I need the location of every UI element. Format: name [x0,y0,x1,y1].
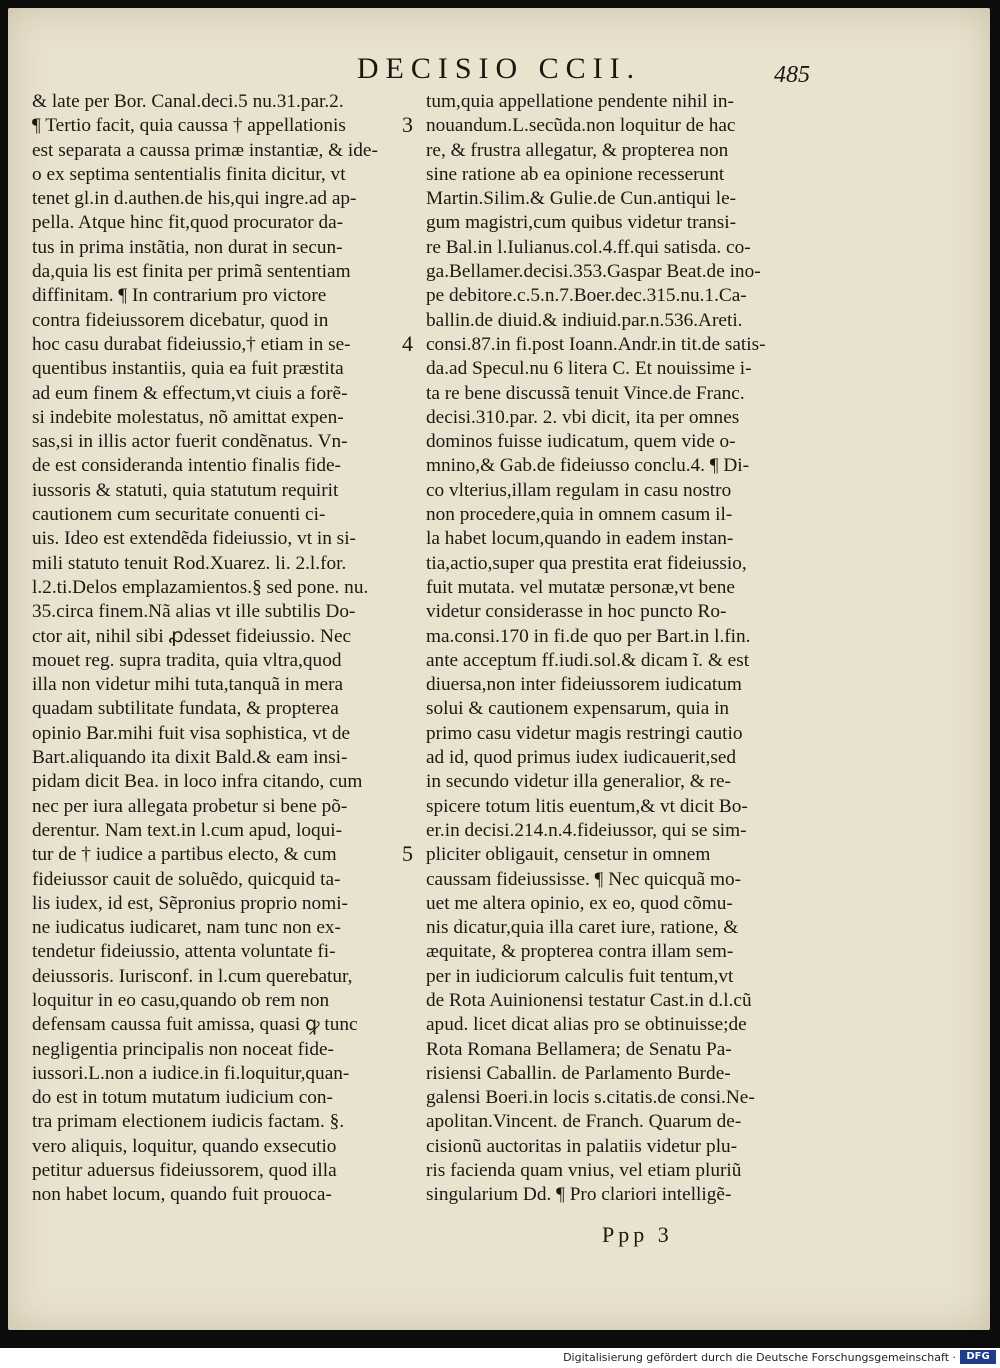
text-line: loquitur in eo casu,quando ob rem non [32,989,330,1011]
text-line: tum,quia appellatione pendente nihil in- [426,91,734,112]
text-line: ad id, quod primus iudex iudicauerit,sed [426,747,737,769]
text-line: mnino,& Gab.de fideiusso conclu.4. ¶ Di- [426,455,750,477]
text-line: la habet locum,quando in eadem instan- [426,528,734,550]
text-line: dominos fuisse iudicatum, quem vide o- [426,431,736,453]
page-number: 485 [774,62,810,88]
text-line: tia,actio,super qua prestita erat fideiussio, [426,552,747,574]
text-line: quentibus instantiis, quia ea fuit præstita [32,358,344,380]
text-line: risiensi Caballin. de Parlamento Burde- [426,1062,731,1084]
text-line: est separata a caussa primæ instantiæ, & ide- [32,139,378,161]
text-line: primo casu videtur magis restringi cautio [426,722,743,744]
text-line: de Rota Auinionensi testatur Cast.in d.l.cũ [426,989,752,1011]
text-line: da.ad Specul.nu 6 litera C. Et nouissime i- [426,358,752,380]
text-line: deiussoris. Iurisconf. in l.cum querebatur, [32,965,353,987]
text-line: caussam fideiussisse. ¶ Nec quicquã mo- [426,868,742,890]
text-line: illa non videtur mihi tuta,tanquã in mera [32,674,344,696]
text-line: negligentia principalis non noceat fide- [32,1038,334,1060]
text-line: tur de † iudice a partibus electo, & cum [32,844,337,866]
text-line: defensam caussa fuit amissa, quasi ꝙ tunc [32,1014,358,1036]
text-line: Rota Romana Bellamera; de Senatu Pa- [426,1038,732,1060]
text-line: sas,si in illis actor fuerit condẽnatus. Vn- [32,431,348,453]
text-line: er.in decisi.214.n.4.fideiussor, qui se sim- [426,819,747,841]
text-line: per in iudiciorum calculis fuit tentum,vt [426,965,734,987]
text-line: ballin.de diuid.& indiuid.par.n.536.Areti. [426,309,743,331]
text-line: iussoris & statuti, quia statutum requirit [32,479,339,501]
text-line: do est in totum mutatum iudicium con- [32,1087,333,1109]
text-line: consi.87.in fi.post Ioann.Andr.in tit.de satis- [426,333,766,355]
text-line: co vlterius,illam regulam in casu nostro [426,479,732,501]
text-line: ta re bene discussã tenuit Vince.de Franc. [426,382,745,404]
text-line: quadam subtilitate fundata, & propterea [32,698,339,720]
book-page [8,8,990,1330]
text-line: 35.circa finem.Nã alias vt ille subtilis Do- [32,601,356,623]
margin-number: 5 [402,841,413,867]
text-line: de est consideranda intentio finalis fide- [32,455,341,477]
text-line: ris facienda quam vnius, vel etiam pluriũ [426,1160,742,1182]
text-line: hoc casu durabat fideiussio,† etiam in se- [32,333,351,355]
text-line: ctor ait, nihil sibi ꝓdesset fideiussio. Nec [32,625,352,647]
text-line: o ex septima sententialis finita dicitur, vt [32,163,346,185]
left-column [32,90,406,1208]
text-line: nouandum.L.secũda.non loquitur de hac [426,115,736,137]
text-line: singularium Dd. ¶ Pro clariori intelligẽ- [426,1184,732,1206]
text-line: apolitan.Vincent. de Franch. Quarum de- [426,1111,742,1133]
text-line: l.2.ti.Delos emplazamientos.§ sed pone. nu. [32,576,369,598]
text-line: videtur considerasse in hoc puncto Ro- [426,601,727,623]
text-line: non procedere,quia in omnem casum il- [426,504,733,526]
text-line: ma.consi.170 in fi.de quo per Bart.in l.fin. [426,625,751,647]
text-line: pliciter obligauit, censetur in omnem [426,844,711,866]
margin-number: 4 [402,331,413,356]
text-line: lis iudex, id est, Sẽpronius proprio nomi- [32,892,348,914]
text-line: tenet gl.in d.authen.de his,qui ingre.ad ap- [32,188,357,210]
text-line: derentur. Nam text.in l.cum apud, loqui- [32,819,343,841]
text-line: contra fideiussorem dicebatur, quod in [32,309,329,331]
text-line: diuersa,non inter fideiussorem iudicatum [426,674,742,696]
text-line: ga.Bellamer.decisi.353.Gaspar Beat.de ino- [426,261,761,283]
text-line: sine ratione ab ea opinione recesserunt [426,163,725,185]
text-line: decisi.310.par. 2. vbi dicit, ita per omnes [426,406,740,428]
text-line: ante acceptum ff.iudi.sol.& dicam ĩ. & est [426,649,750,671]
text-line: fuit mutata. vel mutatæ personæ,vt bene [426,576,735,598]
text-line: si indebite molestatus, nõ amittat expen- [32,406,344,428]
text-line: nec per iura allegata probetur si bene põ- [32,795,348,817]
text-line: ad eum finem & effectum,vt ciuis a forẽ- [32,382,348,404]
text-line: & late per Bor. Canal.deci.5 nu.31.par.2. [32,91,344,112]
margin-number: 3 [402,112,413,138]
text-line: pe debitore.c.5.n.7.Boer.dec.315.nu.1.Ca- [426,285,747,307]
running-title: DECISIO CCII. [356,52,642,85]
text-line: pella. Atque hinc fit,quod procurator da- [32,212,344,234]
text-line: solui & cautionem expensarum, quia in [426,698,730,720]
text-line: mouet reg. supra tradita, quia vltra,quod [32,649,342,671]
text-line: ne iudicatus iudicaret, nam tunc non ex- [32,917,341,939]
text-line: cautionem cum securitate conuenti ci- [32,504,326,526]
text-line: uet me altera opinio, ex eo, quod cõmu- [426,892,733,914]
text-line: iussori.L.non a iudice.in fi.loquitur,quan- [32,1062,350,1084]
text-line: tus in prima instãtia, non durat in secun- [32,236,343,258]
text-line: mili statuto tenuit Rod.Xuarez. li. 2.l.for. [32,552,347,574]
text-line: spicere totum litis euentum,& vt dicit Bo- [426,795,748,817]
text-line: Martin.Silim.& Gulie.de Cun.antiqui le- [426,188,737,210]
text-line: re, & frustra allegatur, & propterea non [426,139,729,161]
text-line: da,quia lis est finita per primã sententiam [32,261,351,283]
text-line: pidam dicit Bea. in loco infra citando, cum [32,771,363,793]
text-line: galensi Boeri.in locis s.citatis.de consi.Ne- [426,1087,755,1109]
text-line: re Bal.in l.Iulianus.col.4.ff.qui satisda. co- [426,236,751,258]
text-line: diffinitam. ¶ In contrarium pro victore [32,285,327,307]
text-line: tendetur fideiussio, attenta voluntate fi- [32,941,336,963]
footer-bar [0,1348,1000,1368]
dfg-logo: DFG [960,1350,996,1364]
right-column [426,90,798,1208]
text-line: non habet locum, quando fuit prouoca- [32,1184,332,1206]
text-line: gum magistri,cum quibus videtur transi- [426,212,737,234]
footer-credit: Digitalisierung gefördert durch die Deutsche Forschungsgemeinschaft · [563,1351,956,1364]
text-line: opinio Bar.mihi fuit visa sophistica, vt de [32,722,351,744]
text-line: vero aliquis, loquitur, quando exsecutio [32,1135,337,1157]
text-line: tra primam electionem iudicis factam. §. [32,1111,345,1133]
text-line: in secundo videtur illa generalior, & re- [426,771,731,793]
text-line: nis dicatur,quia illa caret iure, ratione, & [426,917,739,939]
text-line: cisionũ auctoritas in palatiis videtur plu- [426,1135,738,1157]
text-line: ¶ Tertio facit, quia caussa † appellationis [32,115,346,137]
text-line: fideiussor cauit de soluẽdo, quicquid ta- [32,868,341,890]
text-line: petitur aduersus fideiussorem, quod illa [32,1160,337,1182]
text-line: uis. Ideo est extendẽda fideiussio, vt in si- [32,528,356,550]
text-line: Bart.aliquando ita dixit Bald.& eam insi- [32,747,348,769]
signature-mark: Ppp 3 [602,1222,673,1247]
text-line: apud. licet dicat alias pro se obtinuisse;de [426,1014,747,1036]
text-line: æquitate, & propterea contra illam sem- [426,941,734,963]
